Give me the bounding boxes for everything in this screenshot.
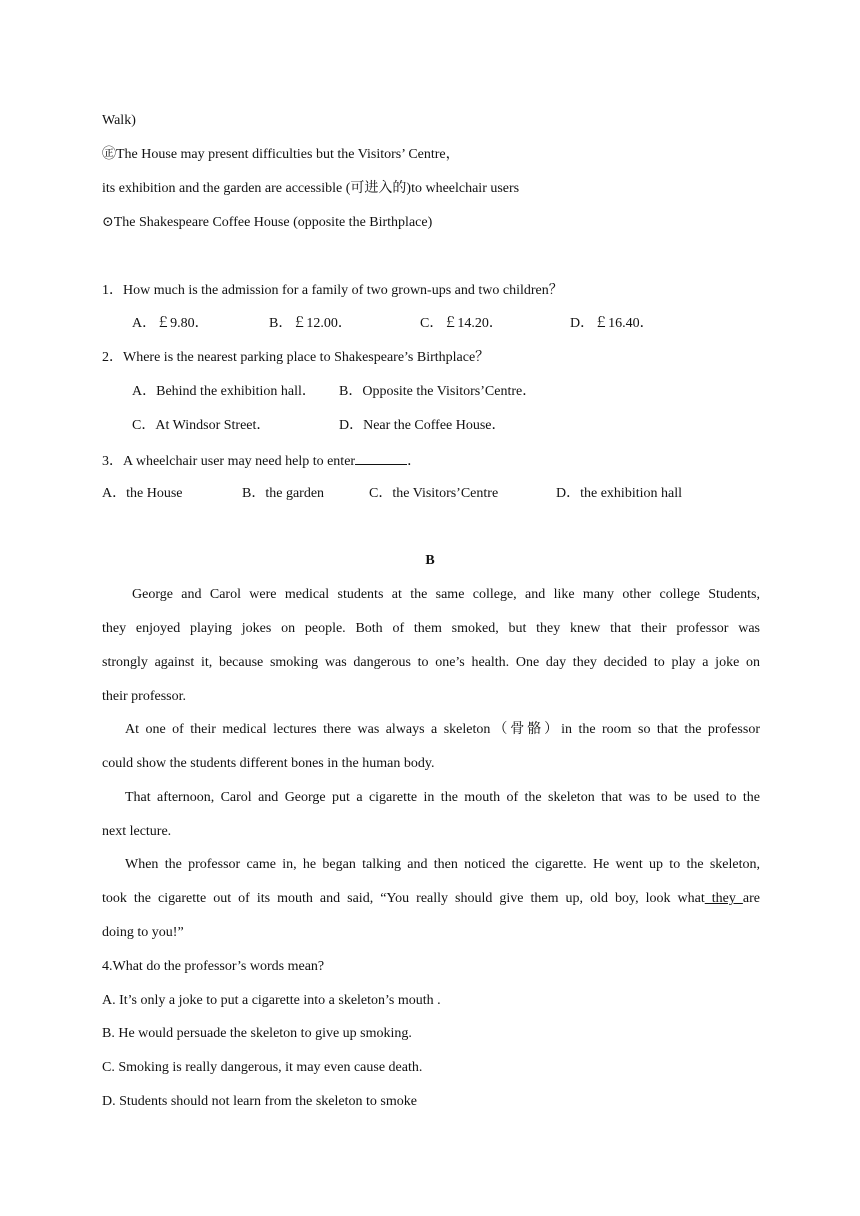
question-1: 1．How much is the admission for a family of two grown-ups and two children？ (102, 283, 563, 298)
passage-p2-line2: could show the students different bones in the human body. (102, 756, 435, 771)
question-2: 2．Where is the nearest parking place to Shakespeare’s Birthplace？ (102, 350, 490, 365)
passage-p3-line1: That afternoon, Carol and George put a cigarette in the mouth of the skeleton that was to be used to the (125, 790, 760, 805)
q4-option-d: D. Students should not learn from the skeleton to smoke (102, 1094, 417, 1109)
coffee-line: ⊙The Shakespeare Coffee House (opposite the Birthplace) (102, 215, 433, 230)
q3-option-b: B．the garden (242, 486, 325, 501)
question-3: 3．A wheelchair user may need help to enter ． (102, 451, 421, 471)
coffee-bullet-icon: ⊙ (102, 215, 114, 230)
passage-p4-line1: When the professor came in, he began talking and then noticed the cigarette. He went up to the skeleton, (125, 857, 760, 872)
q3-option-c: C．the Visitors’Centre (369, 486, 499, 501)
q2-option-d: D．Near the Coffee House． (339, 418, 506, 433)
q2-option-a: A．Behind the exhibition hall． (132, 384, 316, 399)
q3-option-a: A．the House (102, 486, 183, 501)
q1-option-c: C．￡14.20． (420, 316, 503, 331)
wheelchair-bullet-icon: ㊣ (102, 147, 116, 162)
q4-option-c: C. Smoking is really dangerous, it may even cause death. (102, 1060, 423, 1075)
passage-p2-line1: At one of their medical lectures there was always a skeleton（骨骼）in the room so that the professor (125, 722, 760, 737)
q2-option-b: B．Opposite the Visitors’Centre． (339, 384, 537, 399)
passage-p4-line2: took the cigarette out of its mouth and said, “You really should give them up, old boy, look what they are (102, 891, 760, 906)
walk-line: Walk) (102, 113, 136, 128)
q4-option-a: A. It’s only a joke to put a cigarette into a skeleton’s mouth . (102, 993, 441, 1008)
passage-p1-line1: George and Carol were medical students at the same college, and like many other college Students, (132, 587, 760, 602)
underlined-word: they (704, 891, 743, 906)
accessibility-line-2: its exhibition and the garden are accessible (可进入的)to wheelchair users (102, 181, 520, 196)
q1-option-a: A．￡9.80． (132, 316, 209, 331)
q1-option-b: B．￡12.00． (269, 316, 352, 331)
q4-option-b: B. He would persuade the skeleton to give up smoking. (102, 1026, 412, 1041)
passage-p1-line2: they enjoyed playing jokes on people. Both of them smoked, but they knew that their professor was (102, 621, 760, 636)
passage-p1-line3: strongly against it, because smoking was dangerous to one’s health. One day they decided to play a joke on (102, 655, 760, 670)
answer-blank (355, 451, 407, 465)
q2-option-c: C．At Windsor Street． (132, 418, 271, 433)
section-heading: B (425, 553, 435, 568)
question-4: 4.What do the professor’s words mean? (102, 959, 325, 974)
q1-option-d: D．￡16.40． (570, 316, 654, 331)
passage-p1-line4: their professor. (102, 689, 186, 704)
accessibility-line-1: ㊣The House may present difficulties but the Visitors’ Centre， (102, 147, 460, 162)
q3-option-d: D．the exhibition hall (556, 486, 682, 501)
passage-p3-line2: next lecture. (102, 824, 172, 839)
passage-p4-line3: doing to you!” (102, 925, 184, 940)
